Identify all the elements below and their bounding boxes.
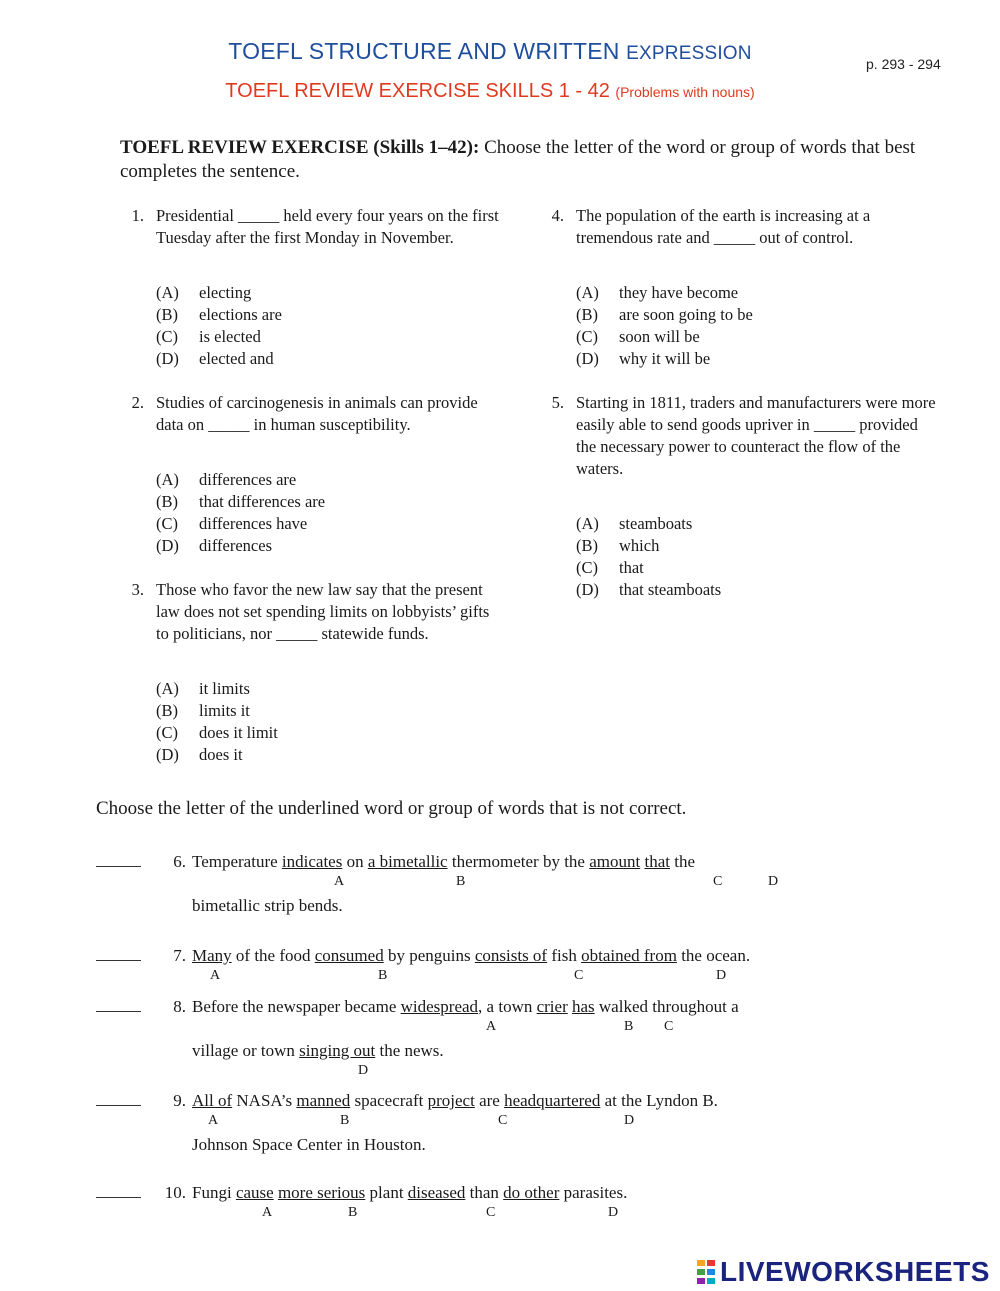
- instructions-text: Choose the letter of the word or group of words that best completes the sentence.: [120, 137, 916, 182]
- option-text: they have become: [619, 283, 739, 302]
- text-segment: on: [342, 852, 368, 871]
- option-text: elections are: [199, 305, 282, 324]
- option-text: that differences are: [199, 492, 326, 511]
- option-text: it limits: [199, 679, 250, 698]
- option-letter: (B): [156, 305, 178, 324]
- option-letter: (D): [576, 349, 599, 368]
- answer-blank[interactable]: [96, 852, 141, 867]
- label-c: C: [486, 1205, 496, 1220]
- underlined-b[interactable]: manned: [296, 1091, 351, 1110]
- text-segment: spacecraft: [350, 1091, 428, 1110]
- label-b: B: [456, 874, 466, 889]
- option-text: electing: [199, 283, 252, 302]
- text-segment: village or town: [192, 1041, 300, 1060]
- option-a[interactable]: [156, 678, 496, 700]
- label-c: C: [574, 968, 584, 983]
- sentence-line-1: [192, 1183, 627, 1203]
- text-segment: parasites.: [559, 1183, 628, 1202]
- option-b[interactable]: [576, 535, 916, 557]
- item-number: 7.: [173, 946, 186, 965]
- option-text: which: [619, 536, 660, 555]
- instructions-part2: Choose the letter of the underlined word or group of words that is not correct.: [96, 798, 687, 819]
- options-list: [156, 678, 496, 766]
- option-letter: (A): [156, 470, 179, 489]
- underlined-d[interactable]: do other: [503, 1183, 560, 1202]
- question-number: 3.: [131, 580, 144, 599]
- text-segment: the news.: [375, 1041, 444, 1060]
- label-a: A: [334, 874, 345, 889]
- option-letter: (B): [576, 305, 598, 324]
- text-segment: fish: [547, 946, 582, 965]
- option-text: differences are: [199, 470, 297, 489]
- underlined-c[interactable]: diseased: [407, 1183, 466, 1202]
- error-item-6: [96, 852, 956, 922]
- option-letter: (A): [576, 514, 599, 533]
- option-text: soon will be: [619, 327, 700, 346]
- sentence-line-2: Johnson Space Center in Houston.: [192, 1135, 426, 1154]
- underlined-b[interactable]: consumed: [314, 946, 384, 965]
- underlined-b[interactable]: crier: [536, 997, 568, 1016]
- question-number: 1.: [131, 206, 144, 225]
- option-letter: (B): [576, 536, 598, 555]
- text-segment: than: [465, 1183, 504, 1202]
- option-letter: (D): [156, 745, 179, 764]
- subtitle-small: (Problems with nouns): [615, 84, 755, 100]
- question-number: 5.: [551, 393, 564, 412]
- label-a: A: [262, 1205, 273, 1220]
- label-d: D: [358, 1063, 369, 1078]
- option-letter: (A): [576, 283, 599, 302]
- label-b: B: [624, 1019, 634, 1034]
- option-text: is elected: [199, 327, 261, 346]
- label-c: C: [498, 1113, 508, 1128]
- option-c[interactable]: [576, 557, 916, 579]
- sentence-line-1: [192, 997, 739, 1017]
- question-3: [118, 579, 508, 779]
- label-c: C: [713, 874, 723, 889]
- question-number: 4.: [551, 206, 564, 225]
- option-c[interactable]: [576, 326, 916, 348]
- text-segment: Before the newspaper became: [192, 997, 401, 1016]
- label-a: A: [210, 968, 221, 983]
- option-letter: (D): [576, 580, 599, 599]
- underlined-c[interactable]: consists of: [474, 946, 548, 965]
- option-text: elected and: [199, 349, 274, 368]
- text-segment: Fungi: [192, 1183, 236, 1202]
- option-text: differences: [199, 536, 272, 555]
- option-a[interactable]: [576, 513, 916, 535]
- label-d: D: [608, 1205, 619, 1220]
- option-letter: (C): [156, 514, 178, 533]
- option-letter: (B): [156, 701, 178, 720]
- underlined-a[interactable]: Many: [192, 946, 232, 965]
- error-item-8: [96, 997, 956, 1077]
- option-text: does it: [199, 745, 243, 764]
- option-b[interactable]: [156, 700, 496, 722]
- underlined-c[interactable]: amount: [589, 852, 641, 871]
- option-text: why it will be: [619, 349, 711, 368]
- text-segment: NASA’s: [232, 1091, 297, 1110]
- label-b: B: [340, 1113, 350, 1128]
- answer-blank[interactable]: [96, 1183, 141, 1198]
- sentence-line-1: [192, 852, 695, 872]
- question-4: [538, 205, 928, 385]
- option-letter: (D): [156, 536, 179, 555]
- label-c: C: [664, 1019, 674, 1034]
- question-number: 2.: [131, 393, 144, 412]
- option-text: does it limit: [199, 723, 278, 742]
- options-list: [576, 513, 916, 601]
- option-text: limits it: [199, 701, 250, 720]
- option-a[interactable]: [576, 282, 916, 304]
- underlined-c[interactable]: project: [427, 1091, 475, 1110]
- option-b[interactable]: [156, 304, 496, 326]
- option-a[interactable]: [156, 282, 496, 304]
- option-d[interactable]: [576, 348, 916, 370]
- worksheet-title: [0, 38, 980, 65]
- item-number: 8.: [173, 997, 186, 1016]
- option-letter: (C): [576, 558, 598, 577]
- underlined-d[interactable]: obtained from: [581, 946, 677, 965]
- sentence-line-2: bimetallic strip bends.: [192, 896, 343, 915]
- option-d[interactable]: [156, 535, 496, 557]
- text-segment: Temperature: [192, 852, 282, 871]
- underlined-b[interactable]: a bimetallic: [367, 852, 448, 871]
- error-item-7: [96, 946, 956, 991]
- option-c[interactable]: [156, 326, 496, 348]
- title-main: TOEFL STRUCTURE AND WRITTEN: [228, 38, 627, 64]
- page-reference: p. 293 - 294: [866, 56, 941, 72]
- answer-blank[interactable]: [96, 1091, 141, 1106]
- label-d: D: [716, 968, 727, 983]
- underlined-d[interactable]: headquartered: [504, 1091, 601, 1110]
- option-text: that: [619, 558, 644, 577]
- option-letter: (C): [576, 327, 598, 346]
- underlined-a[interactable]: widespread: [400, 997, 479, 1016]
- question-stem: The population of the earth is increasing at a tremendous rate and _____ out of control.: [576, 206, 871, 247]
- options-list: [156, 469, 496, 557]
- item-number: 10.: [164, 1183, 186, 1202]
- text-segment: by penguins: [383, 946, 475, 965]
- option-text: differences have: [199, 514, 308, 533]
- option-d[interactable]: [156, 348, 496, 370]
- option-text: are soon going to be: [619, 305, 753, 324]
- label-a: A: [208, 1113, 219, 1128]
- options-list: [156, 282, 496, 370]
- underlined-a[interactable]: cause: [235, 1183, 274, 1202]
- option-letter: (A): [156, 679, 179, 698]
- label-a: A: [486, 1019, 497, 1034]
- text-segment: the: [669, 852, 696, 871]
- option-letter: (A): [156, 283, 179, 302]
- options-list: [576, 282, 916, 370]
- liveworksheets-brand: LIVEWORKSHEETS: [720, 1256, 990, 1287]
- text-segment: are: [474, 1091, 505, 1110]
- underlined-b[interactable]: more serious: [277, 1183, 366, 1202]
- label-b: B: [348, 1205, 358, 1220]
- sentence-line-1: [192, 946, 750, 966]
- option-c[interactable]: [156, 513, 496, 535]
- text-segment: of the food: [231, 946, 315, 965]
- sentence-line-1: [192, 1091, 718, 1111]
- subtitle-main: TOEFL REVIEW EXERCISE SKILLS 1 - 42: [225, 80, 616, 102]
- text-segment: at the Lyndon B.: [600, 1091, 718, 1110]
- sentence-line-2: [192, 1041, 444, 1061]
- question-stem: Presidential _____ held every four years on the first Tuesday after the first Monday in November.: [156, 206, 499, 247]
- instructions-heading: TOEFL REVIEW EXERCISE (Skills 1–42):: [120, 137, 480, 158]
- underlined-a[interactable]: All of: [192, 1091, 233, 1110]
- error-item-10: [96, 1183, 956, 1228]
- underlined-a[interactable]: indicates: [281, 852, 343, 871]
- option-a[interactable]: [156, 469, 496, 491]
- question-stem: Those who favor the new law say that the present law does not set spending limits on lobbyists’ gifts to politicians, nor _____ statewide funds.: [156, 580, 490, 643]
- text-segment: , a town: [478, 997, 537, 1016]
- question-1: [118, 205, 508, 385]
- option-d[interactable]: [156, 744, 496, 766]
- title-small: EXPRESSION: [626, 43, 752, 64]
- option-b[interactable]: [576, 304, 916, 326]
- text-segment: thermometer by the: [447, 852, 590, 871]
- option-b[interactable]: [156, 491, 496, 513]
- option-text: steamboats: [619, 514, 693, 533]
- option-c[interactable]: [156, 722, 496, 744]
- answer-blank[interactable]: [96, 946, 141, 961]
- text-segment: plant: [365, 1183, 408, 1202]
- option-letter: (D): [156, 349, 179, 368]
- worksheet-subtitle: [0, 80, 980, 103]
- question-2: [118, 392, 508, 562]
- question-stem: Starting in 1811, traders and manufacturers were more easily able to send goods upriver in _____ provided the necessary power to counteract the flow of the waters.: [576, 393, 936, 478]
- question-5: [538, 392, 938, 612]
- option-letter: (C): [156, 327, 178, 346]
- underlined-d[interactable]: that: [644, 852, 670, 871]
- question-stem: Studies of carcinogenesis in animals can provide data on _____ in human susceptibility.: [156, 393, 478, 434]
- instructions-part1: [120, 136, 920, 184]
- item-number: 9.: [173, 1091, 186, 1110]
- text-segment: the ocean.: [676, 946, 751, 965]
- label-d: D: [624, 1113, 635, 1128]
- option-letter: (C): [156, 723, 178, 742]
- answer-blank[interactable]: [96, 997, 141, 1012]
- label-b: B: [378, 968, 388, 983]
- option-letter: (B): [156, 492, 178, 511]
- error-item-9: [96, 1091, 956, 1161]
- label-d: D: [768, 874, 779, 889]
- option-d[interactable]: [576, 579, 916, 601]
- text-segment: walked throughout a: [594, 997, 739, 1016]
- item-number: 6.: [173, 852, 186, 871]
- option-text: that steamboats: [619, 580, 722, 599]
- liveworksheets-logo-icon: [697, 1260, 715, 1284]
- underlined-c[interactable]: has: [571, 997, 595, 1016]
- underlined-d[interactable]: singing out: [299, 1041, 376, 1060]
